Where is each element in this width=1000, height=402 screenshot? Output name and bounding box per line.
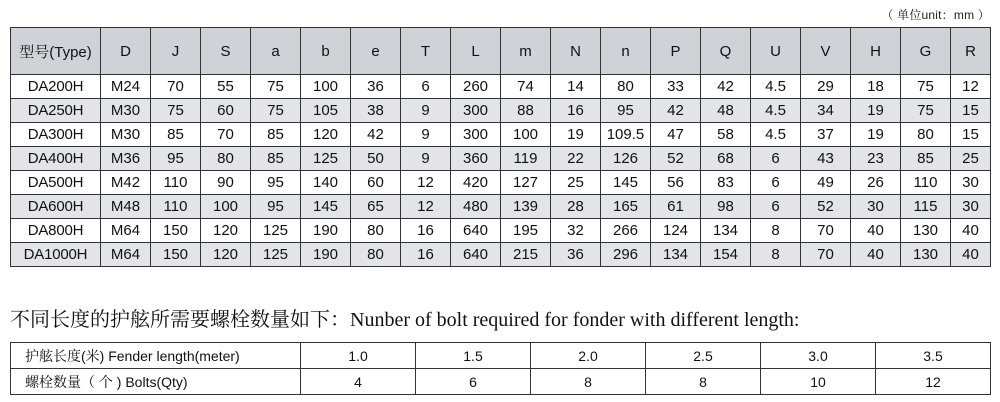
table-cell: 150 [151,219,201,243]
table-cell: 50 [351,147,401,171]
table-cell: 119 [501,147,551,171]
table-cell: 19 [851,123,901,147]
fender-length-row [11,343,991,369]
column-header: H [851,28,901,75]
table-row [11,243,991,267]
table-cell: 42 [351,123,401,147]
bolt-table [10,342,991,395]
table-cell: 30 [851,195,901,219]
table-cell: 8 [751,243,801,267]
column-header: e [351,28,401,75]
bolt-count-label: 螺栓数量（ 个 ) Bolts(Qty) [11,369,301,395]
table-cell: 110 [151,171,201,195]
table-cell: 75 [251,99,301,123]
table-cell: 80 [901,123,951,147]
table-cell: 16 [401,243,451,267]
table-cell: 95 [251,171,301,195]
table-cell: 95 [251,195,301,219]
table-cell: 26 [851,171,901,195]
table-cell: 40 [951,243,991,267]
table-cell: 12 [951,75,991,99]
table-cell: 134 [701,219,751,243]
model-cell: DA200H [11,75,101,99]
model-cell: DA800H [11,219,101,243]
table-cell: 126 [601,147,651,171]
table-cell: 55 [201,75,251,99]
fender-length-label: 护舷长度(米) Fender length(meter) [11,343,301,369]
column-header: S [201,28,251,75]
spec-header-row [11,28,991,75]
table-cell: 30 [951,171,991,195]
bolt-count-cell: 8 [646,369,761,395]
table-row [11,171,991,195]
fender-length-cell: 3.5 [876,343,991,369]
column-header: N [551,28,601,75]
table-cell: 42 [701,75,751,99]
table-cell: 150 [151,243,201,267]
fender-length-cell: 1.0 [301,343,416,369]
bolt-requirement-note: 不同长度的护舷所需要螺栓数量如下：Nunber of bolt required for fonder with different length: [10,309,800,331]
table-cell: 80 [601,75,651,99]
table-cell: 70 [151,75,201,99]
table-cell: 25 [951,147,991,171]
column-header-type: 型号(Type) [11,28,101,75]
table-cell: 19 [551,123,601,147]
bolt-count-cell: 12 [876,369,991,395]
table-row [11,99,991,123]
table-cell: 360 [451,147,501,171]
table-cell: 23 [851,147,901,171]
column-header: P [651,28,701,75]
table-cell: 640 [451,219,501,243]
table-cell: 480 [451,195,501,219]
table-cell: 85 [901,147,951,171]
table-cell: 33 [651,75,701,99]
table-cell: 120 [301,123,351,147]
column-header: n [601,28,651,75]
table-cell: 215 [501,243,551,267]
table-cell: 300 [451,123,501,147]
table-cell: 74 [501,75,551,99]
table-cell: 296 [601,243,651,267]
table-cell: M36 [101,147,151,171]
table-cell: 125 [251,243,301,267]
fender-length-cell: 2.0 [531,343,646,369]
table-cell: 8 [751,219,801,243]
table-cell: 37 [801,123,851,147]
table-cell: M48 [101,195,151,219]
column-header: a [251,28,301,75]
table-cell: 134 [651,243,701,267]
table-cell: 52 [801,195,851,219]
table-cell: 61 [651,195,701,219]
table-cell: 6 [751,171,801,195]
table-cell: 9 [401,147,451,171]
table-cell: 85 [251,147,301,171]
table-cell: 120 [201,219,251,243]
table-cell: 4.5 [751,75,801,99]
table-cell: 40 [851,243,901,267]
model-cell: DA300H [11,123,101,147]
table-cell: 300 [451,99,501,123]
table-cell: 6 [401,75,451,99]
unit-note: （ 单位unit：mm ） [881,8,990,22]
table-cell: 115 [901,195,951,219]
table-cell: 32 [551,219,601,243]
table-cell: M30 [101,123,151,147]
table-cell: 80 [351,219,401,243]
table-cell: 190 [301,243,351,267]
table-cell: 110 [151,195,201,219]
table-cell: 130 [901,243,951,267]
table-cell: 15 [951,99,991,123]
table-cell: 25 [551,171,601,195]
table-cell: 109.5 [601,123,651,147]
table-cell: 9 [401,99,451,123]
table-cell: 68 [701,147,751,171]
table-cell: 85 [151,123,201,147]
fender-length-cell: 1.5 [416,343,531,369]
table-cell: 640 [451,243,501,267]
table-cell: 48 [701,99,751,123]
model-cell: DA600H [11,195,101,219]
table-cell: 127 [501,171,551,195]
spec-table [10,27,991,267]
table-cell: 70 [801,219,851,243]
table-cell: 154 [701,243,751,267]
table-cell: 125 [301,147,351,171]
table-cell: 195 [501,219,551,243]
column-header: Q [701,28,751,75]
table-cell: M42 [101,171,151,195]
table-row [11,123,991,147]
table-cell: 14 [551,75,601,99]
table-cell: 110 [901,171,951,195]
table-row [11,147,991,171]
table-cell: 105 [301,99,351,123]
table-cell: 22 [551,147,601,171]
table-cell: 120 [201,243,251,267]
table-cell: 18 [851,75,901,99]
column-header: T [401,28,451,75]
table-cell: 98 [701,195,751,219]
column-header: R [951,28,991,75]
spec-table-body [11,75,991,267]
column-header: b [301,28,351,75]
table-row [11,75,991,99]
table-cell: 30 [951,195,991,219]
table-cell: M64 [101,219,151,243]
table-cell: 60 [201,99,251,123]
table-cell: 47 [651,123,701,147]
table-cell: 43 [801,147,851,171]
table-cell: 4.5 [751,123,801,147]
model-cell: DA250H [11,99,101,123]
table-cell: 85 [251,123,301,147]
column-header: m [501,28,551,75]
column-header: J [151,28,201,75]
table-cell: 49 [801,171,851,195]
table-cell: 6 [751,195,801,219]
table-cell: 124 [651,219,701,243]
model-cell: DA400H [11,147,101,171]
column-header: G [901,28,951,75]
table-cell: 36 [551,243,601,267]
table-cell: 36 [351,75,401,99]
table-cell: 139 [501,195,551,219]
table-cell: 28 [551,195,601,219]
fender-length-cell: 3.0 [761,343,876,369]
table-cell: 65 [351,195,401,219]
table-cell: 6 [751,147,801,171]
table-cell: 29 [801,75,851,99]
table-cell: 58 [701,123,751,147]
column-header: D [101,28,151,75]
table-cell: 4.5 [751,99,801,123]
table-cell: 83 [701,171,751,195]
table-cell: 75 [151,99,201,123]
table-cell: 16 [551,99,601,123]
table-cell: 75 [901,99,951,123]
column-header: L [451,28,501,75]
table-row [11,195,991,219]
table-cell: 80 [201,147,251,171]
model-cell: DA1000H [11,243,101,267]
table-row [11,219,991,243]
bolt-count-row [11,369,991,395]
table-cell: 125 [251,219,301,243]
model-cell: DA500H [11,171,101,195]
table-cell: 15 [951,123,991,147]
column-header: U [751,28,801,75]
bolt-count-cell: 10 [761,369,876,395]
table-cell: 190 [301,219,351,243]
table-cell: 56 [651,171,701,195]
bolt-count-cell: 4 [301,369,416,395]
fender-length-cell: 2.5 [646,343,761,369]
table-cell: 420 [451,171,501,195]
table-cell: 88 [501,99,551,123]
table-cell: 52 [651,147,701,171]
table-cell: 42 [651,99,701,123]
table-cell: 75 [251,75,301,99]
table-cell: M24 [101,75,151,99]
table-cell: 40 [951,219,991,243]
table-cell: 12 [401,195,451,219]
table-cell: 12 [401,171,451,195]
table-cell: 95 [601,99,651,123]
table-cell: 100 [501,123,551,147]
table-cell: 140 [301,171,351,195]
table-cell: 266 [601,219,651,243]
table-cell: 9 [401,123,451,147]
column-header: V [801,28,851,75]
table-cell: M30 [101,99,151,123]
table-cell: 90 [201,171,251,195]
table-cell: M64 [101,243,151,267]
table-cell: 19 [851,99,901,123]
table-cell: 145 [301,195,351,219]
table-cell: 165 [601,195,651,219]
table-cell: 34 [801,99,851,123]
table-cell: 40 [851,219,901,243]
table-cell: 130 [901,219,951,243]
bolt-count-cell: 6 [416,369,531,395]
table-cell: 100 [301,75,351,99]
table-cell: 100 [201,195,251,219]
table-cell: 16 [401,219,451,243]
table-cell: 70 [201,123,251,147]
bolt-count-cell: 8 [531,369,646,395]
table-cell: 145 [601,171,651,195]
table-cell: 260 [451,75,501,99]
table-cell: 95 [151,147,201,171]
table-cell: 75 [901,75,951,99]
table-cell: 60 [351,171,401,195]
table-cell: 80 [351,243,401,267]
table-cell: 38 [351,99,401,123]
table-cell: 70 [801,243,851,267]
